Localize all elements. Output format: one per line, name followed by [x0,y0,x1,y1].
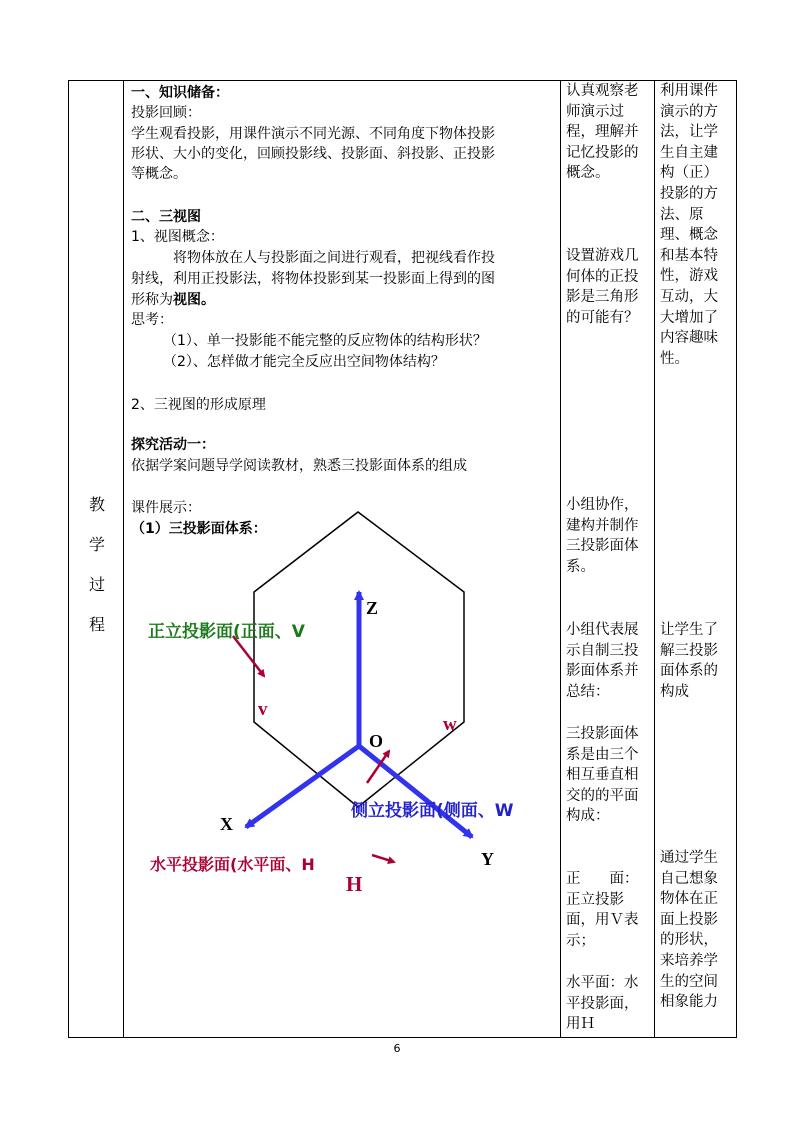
student-activity-7: 水平面：水平投影面，用Ｈ [566,975,639,1033]
v-letter: v [258,699,268,720]
axis-x-label: X [220,814,233,834]
question-2: （2）、怎样做才能完全反应出空间物体结构？ [163,354,445,370]
student-activity-3: 小组协作，建构并制作三投影面体系。 [566,497,639,575]
text-line: 等概念。 [131,166,187,182]
activity-heading: 探究活动一： [131,437,215,453]
student-activity-6: 正 面：正立投影面，用Ｖ表示； [566,871,639,949]
axis-y-label: Y [481,849,494,869]
w-plane-label: 侧立投影面(侧面、W [351,801,514,821]
student-activity-1: 认真观察老师演示过程，理解并记忆投影的概念。 [566,83,639,182]
text-line: 依据学案问题导学阅读教材，熟悉三投影面体系的组成 [131,458,467,474]
student-activity-2: 设置游戏几何体的正投影是三角形的可能有？ [566,248,639,326]
design-intent-1: 利用课件演示的方法，让学生自主建构（正）投影的方法、原理、概念和基本特性，游戏互动，大大增加了内容趣味性。 [660,83,718,367]
text-line: 1、视图概念： [131,229,224,245]
text-line: 2、三视图的形成原理 [131,397,266,413]
axis-z-label: Z [366,598,379,618]
stage-char: 教 [88,495,105,514]
stage-char: 过 [88,575,105,594]
page-number: 6 [393,1042,401,1055]
text-line: 将物体放在人与投影面之间进行观看，把视线看作投 [173,250,495,266]
x-axis [246,746,359,827]
three-projection-planes-diagram [78,510,514,896]
section-heading: 二、三视图 [131,209,201,225]
design-intent-3: 通过学生自己想象物体在正面上投影的形状，来培养学生的空间相象能力 [660,850,718,1011]
v-plane-pointer [233,636,264,676]
y-axis [359,746,472,837]
text-line: 射线，利用正投影法，将物体投影到某一投影面上得到的图 [131,271,495,287]
h-letter: H [346,872,363,896]
column-divider [560,81,561,1037]
text-line: 课件展示： [131,500,201,516]
student-activity-5: 三投影面体系是由三个相互垂直相交的的平面构成： [566,726,639,825]
text-line [131,290,215,310]
column-divider [654,81,655,1037]
text-line: 思考： [131,312,173,328]
term-bold: 视图。 [173,292,215,308]
design-intent-2: 让学生了解三投影面体系的构成 [660,622,718,700]
h-plane-label: 水平投影面(水平面、H [150,855,315,874]
v-plane-label: 正立投影面(正面、V [148,622,305,642]
text-line: 学生观看投影，用课件演示不同光源、不同角度下物体投影 [131,126,495,142]
question-1: （1）、单一投影能不能完整的反应物体的结构形状？ [163,333,487,349]
text-line: 投影回顾： [131,105,201,121]
student-activity-4: 小组代表展示自制三投影面体系并总结： [566,622,639,700]
text-line: 形状、大小的变化，回顾投影线、投影面、斜投影、正投影 [131,146,495,162]
text-line: （1）三投影面体系： [131,521,267,537]
origin-label: O [369,731,384,751]
stage-char: 程 [88,615,105,634]
text-span: 形称为 [131,292,173,308]
section-heading: 一、知识储备： [131,85,229,101]
stage-char: 学 [88,535,105,554]
w-letter: w [443,714,457,735]
